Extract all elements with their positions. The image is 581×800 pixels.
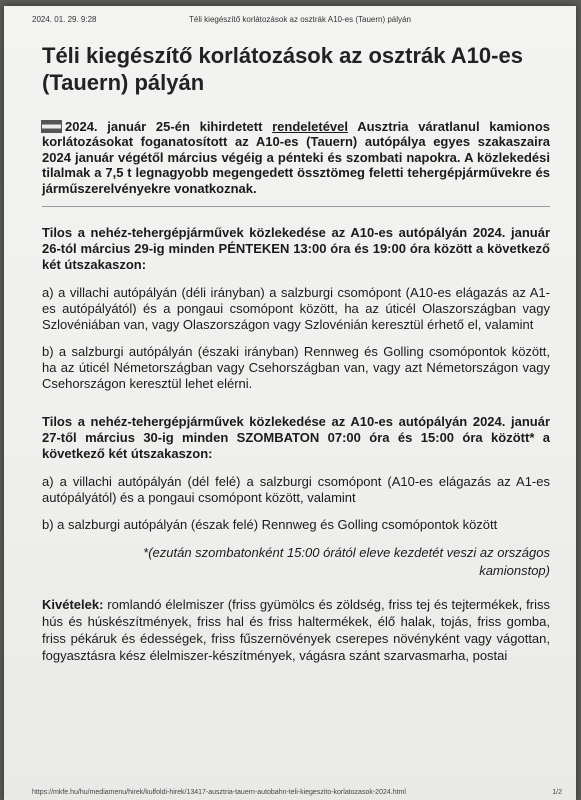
friday-section-b (42, 344, 550, 392)
print-date: 2024. 01. 29. 9:28 (32, 15, 97, 24)
printed-page (4, 6, 576, 800)
exceptions-label: Kivételek: (42, 597, 104, 613)
section-b-text: a salzburgi autópályán (északi irányban) Rennweg és Golling csomópontok között, ha az úticél Németországban vagy Csehországban van, vagy azt Németországon vagy Csehországon keresztül lehet elérni. (42, 344, 550, 392)
print-header (32, 15, 558, 24)
saturday-footnote: *(ezután szombatonként 15:00 órától eleve kezdetét veszi az országos kamionstop) (143, 545, 550, 579)
section-a-label: a) (42, 285, 54, 301)
friday-ban-heading: Tilos a nehéz-tehergépjárművek közlekedése az A10-es autópályán 2024. január 26-tól március 29-ig minden PÉNTEKEN 13:00 óra és 19:00 óra között a következő két útszakaszon: (42, 225, 550, 273)
print-url: https://mkfe.hu/hu/mediamenu/hirek/kulfoldi-hirek/13417-ausztria-tauern-autobahn-teli-kiegeszito-korlatozasok-2024.html (32, 789, 406, 796)
flag-icon (42, 121, 61, 132)
saturday-ban-heading: Tilos a nehéz-tehergépjárművek közlekedése az A10-es autópályán 2024. január 27-től március 30-ig minden SZOMBATON 07:00 óra és 15:00 óra között* a következő két útszakaszon: (42, 414, 550, 462)
section-b-label: b) (42, 344, 54, 360)
divider (42, 206, 550, 207)
exceptions-paragraph (42, 596, 550, 664)
exceptions-text: romlandó élelmiszer (friss gyümölcs és zöldség, friss tej és tejtermékek, friss hús és húskészítmények, friss hal és friss haltermékek, élő halak, tojás, friss gomba, friss pékáruk és édességek, friss fűszernövények cserepes növényként vagy vágottan, fogyasztásra kész élelmiszer-készítmények, vágásra szánt szarvasmarha, postai (42, 597, 550, 664)
saturday-section-b: b) a salzburgi autópályán (észak felé) Rennweg és Golling csomópontok között (42, 517, 498, 533)
friday-section-a (42, 285, 550, 333)
lead-text-end: Ausztria váratlanul kamionos korlátozásokat foganatosított az A10-es (Tauern) autópálya egyes szakaszaira 2024 január végétől március végéig a pénteki és szombati napokra. A közlekedési tilalmak a 7,5 t legnagyobb megengedett össztömeg feletti tehergépjárművekre és járműszerelvényekre vonatkoznak. (42, 119, 550, 196)
article-title: Téli kiegészítő korlátozások az osztrák A10-es (Tauern) pályán (42, 43, 523, 95)
article-lead (42, 119, 550, 196)
saturday-section-a: a) a villachi autópályán (dél felé) a salzburgi csomópont (A10-es elágazás az A1-es autópályától) és a pongaui csomópont között, valamint (42, 474, 550, 506)
section-a-text: a villachi autópályán (déli irányban) a salzburgi csomópont (A10-es elágazás az A1-es autópályától) és a pongaui csomópont között, ha az úticél Olaszországban vagy Szlovéniában van, vagy Olaszországon vagy Szlovénián keresztül érhető el, valamint (42, 285, 550, 333)
article-body (42, 42, 550, 664)
print-footer (32, 789, 562, 796)
page-number: 1/2 (552, 789, 562, 796)
lead-text-start: 2024. január 25-én kihirdetett (65, 119, 273, 134)
print-tab-title: Téli kiegészítő korlátozások az osztrák A10-es (Tauern) pályán (189, 15, 411, 24)
regulation-link[interactable]: rendeletével (272, 119, 348, 134)
